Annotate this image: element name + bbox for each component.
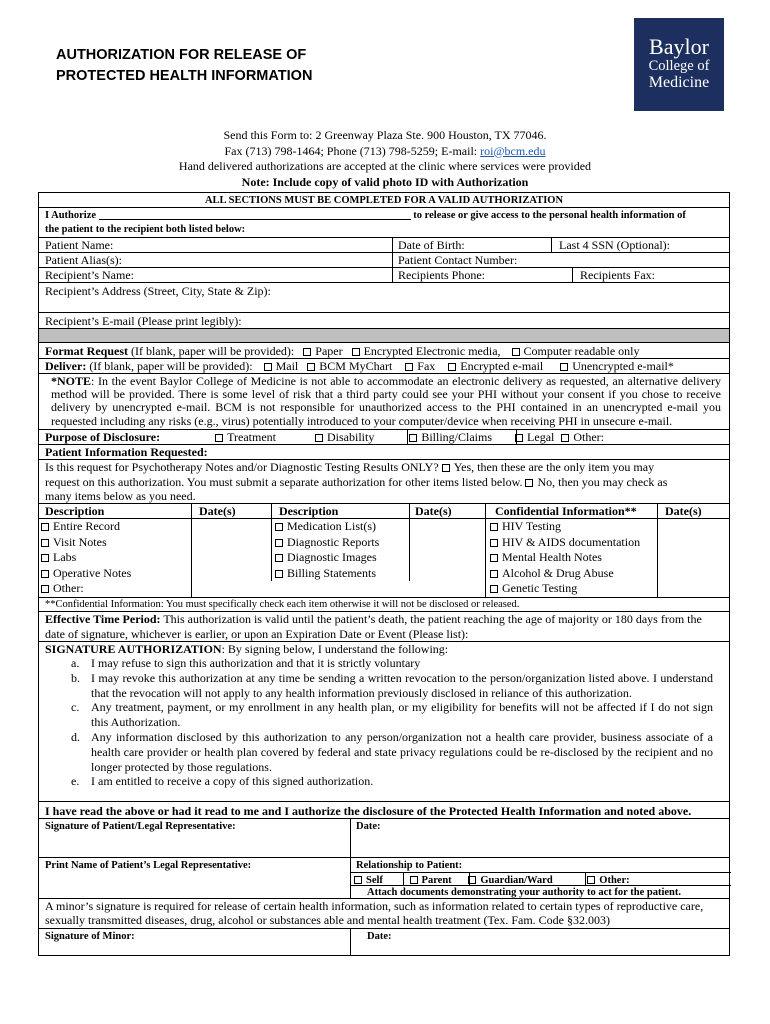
term-text: Any treatment, payment, or my enrollment in any health plan, or my eligibility for benefits will not be affected if I do not sign this Authorization. [91,700,713,730]
confidential-column [490,519,640,597]
note-label: *NOTE [51,374,92,388]
patient-name-field[interactable]: Patient Name: [45,238,114,252]
mental-health-label: Mental Health Notes [502,550,602,565]
operative-notes-label: Operative Notes [53,565,132,580]
psych-text-2: request on this authorization. You must submit a separate authorization for other items listed below. [45,474,526,489]
disability-label: Disability [327,430,375,444]
title-line-1: AUTHORIZATION FOR RELEASE OF [56,47,307,63]
print-name-field[interactable]: Print Name of Patient’s Legal Representative: [45,860,252,871]
fax-label: Fax [417,359,436,373]
divider [409,503,410,581]
entire-record-label: Entire Record [53,519,120,533]
divider [39,282,729,283]
reports-column [275,519,379,581]
paper-checkbox[interactable] [303,348,311,356]
parent-label: Parent [421,875,452,886]
hiv-aids-checkbox[interactable] [490,539,498,547]
divider [39,818,729,819]
authorize-line-2: the patient to the recipient both listed below: [45,224,246,235]
description-header-1: Description [45,504,105,518]
other-relationship-checkbox[interactable] [587,876,595,884]
description-header-2: Description [279,504,339,518]
psych-yes-label: Yes, then these are the only item you may [453,460,655,474]
treatment-checkbox[interactable] [215,434,223,442]
minor-signature-field[interactable]: Signature of Minor: [45,931,135,942]
item-labs[interactable] [41,550,131,566]
psych-no-checkbox[interactable] [525,479,533,487]
other-item-checkbox[interactable] [41,585,49,593]
document-title [56,45,312,87]
term-text: Any information disclosed by this authorization to any person/organization not a health care provider, business associate of a health care provider or health plan covered by federal and state privacy regulations could be re-disclosed by the recipient and no longer protected by those regulations. [91,729,713,774]
dates-header-1: Date(s) [199,504,236,518]
diagnostic-images-label: Diagnostic Images [287,550,377,565]
term-letter: d. [71,729,80,744]
authorize-line [45,209,686,223]
patient-contact-field[interactable]: Patient Contact Number: [398,253,518,267]
info-requested-heading: Patient Information Requested: [45,445,208,459]
photo-id-note: Note: Include copy of valid photo ID with Authorization [241,174,529,189]
legal-label: Legal [527,430,555,444]
psychotherapy-question [45,460,725,504]
genetic-testing-checkbox[interactable] [490,585,498,593]
note-text: : In the event Baylor College of Medicine is not able to accommodate an electronic delivery as requested, an alternative delivery method will be provided. There is some level of risk that a third party could see your PHI without your consent if you chose to receive delivery by unencrypted e-mail. BCM is not responsible for unauthorized access to the PHI contained in an unencrypted e-mail you requested including any risks (e.g., virus) potentially introduced to your computer/device when receiving PHI in unsecure e-mail. [51,374,721,428]
billing-claims-label: Billing/Claims [421,430,493,444]
hiv-testing-label: HIV Testing [502,519,562,533]
item-mental-health[interactable] [490,550,640,566]
title-line-2: PROTECTED HEALTH INFORMATION [56,68,313,84]
term-text: I may revoke this authorization at any time be sending a written revocation to the person/organization listed above. I understand that the revocation will not apply to any health information previously disclosed in reliance of this authorization. [91,670,713,700]
item-hiv-testing[interactable] [490,519,640,535]
entire-record-checkbox[interactable] [41,523,49,531]
operative-notes-checkbox[interactable] [41,570,49,578]
encrypted-media-checkbox[interactable] [352,348,360,356]
deliver-label: Deliver: [45,359,87,373]
divider [469,872,470,885]
diagnostic-images-checkbox[interactable] [275,554,283,562]
divider [392,237,393,282]
read-above-statement: I have read the above or had it read to me and I authorize the disclosure of the Protected Health Information and noted above. [45,804,692,818]
recipient-fax-field[interactable]: Recipients Fax: [580,268,655,282]
term-letter: c. [71,700,80,715]
other-purpose-label: Other: [573,430,605,444]
send-address: Send this Form to: 2 Greenway Plaza Ste. 900 Houston, TX 77046. [223,128,547,142]
effective-label: Effective Time Period: [45,612,161,626]
term-item [63,671,713,701]
item-visit-notes[interactable] [41,535,131,551]
fax-checkbox[interactable] [405,363,413,371]
psych-yes-checkbox[interactable] [442,464,450,472]
authorize-rest: to release or give access to the personal health information of [410,210,686,221]
effective-text: This authorization is valid until the patient’s death, the patient reaching the age of majority or 180 days from the date of signature, whichever is earlier, or upon an Expiration Date or Event (Please list): [45,612,702,641]
divider [39,801,729,802]
term-item [63,700,713,730]
divider [271,503,272,581]
divider [585,872,586,885]
genetic-testing-label: Genetic Testing [502,581,578,596]
psych-text-1: Is this request for Psychotherapy Notes and/or Diagnostic Testing Results ONLY? [45,460,442,474]
sig-auth-label: SIGNATURE AUTHORIZATION [45,642,222,656]
billing-claims-checkbox[interactable] [409,434,417,442]
send-contact-text: Fax (713) 798-1464; Phone (713) 798-5259; E-mail: [224,143,481,158]
format-request-row [45,344,640,358]
purpose-label: Purpose of Disclosure: [45,430,161,444]
divider [350,818,351,898]
divider [39,207,729,208]
confidential-note: **Confidential Information: You must specifically check each item otherwise it will not be disclosed or released. [45,599,520,610]
medication-list-label: Medication List(s) [287,519,376,533]
billing-statements-label: Billing Statements [287,565,376,580]
other-item-label: Other: [53,581,84,596]
term-text: I may refuse to sign this authorization and that it is strictly voluntary [91,656,421,670]
diagnostic-reports-checkbox[interactable] [275,539,283,547]
item-medication-list[interactable] [275,519,379,535]
date-field-1[interactable]: Date: [356,821,381,832]
term-item [63,774,713,789]
signature-terms-list [63,656,713,789]
item-genetic-testing[interactable] [490,581,640,597]
psych-no-label: No, then you may check as [537,474,668,489]
authorization-form [38,192,730,956]
grey-separator [39,329,729,342]
item-operative-notes[interactable] [41,566,131,582]
other-relationship-label: Other: [599,875,630,886]
term-letter: a. [71,656,80,670]
patient-alias-field[interactable]: Patient Alias(s): [45,253,122,267]
item-other[interactable] [41,581,131,597]
dates-header-2: Date(s) [415,504,452,518]
term-letter: e. [71,774,80,789]
encrypted-media-label: Encrypted Electronic media, [363,344,501,358]
divider [350,872,731,873]
baylor-logo [634,18,724,111]
effective-period [45,612,721,641]
diagnostic-reports-label: Diagnostic Reports [287,534,380,549]
purpose-row [45,430,604,444]
format-hint: (If blank, paper will be provided): [127,344,298,358]
recipient-name-field[interactable]: Recipient’s Name: [45,268,134,282]
authorize-entity-field[interactable] [99,219,411,220]
computer-readable-label: Computer readable only [523,344,640,358]
labs-label: Labs [53,550,77,565]
item-diagnostic-images[interactable] [275,550,379,566]
dob-field[interactable]: Date of Birth: [398,238,465,252]
visit-notes-label: Visit Notes [53,534,107,549]
delivery-note [51,375,721,428]
term-item [63,730,713,774]
alcohol-drug-label: Alcohol & Drug Abuse [502,565,614,580]
attach-docs-note: Attach documents demonstrating your authority to act for the patient. [367,887,682,898]
all-sections-heading: ALL SECTIONS MUST BE COMPLETED FOR A VALID AUTHORIZATION [204,195,564,206]
date-field-2[interactable]: Date: [367,931,392,942]
item-hiv-aids-docs[interactable] [490,535,640,551]
treatment-label: Treatment [227,430,276,444]
computer-readable-checkbox[interactable] [512,348,520,356]
item-billing-statements[interactable] [275,566,379,582]
item-diagnostic-reports[interactable] [275,535,379,551]
logo-line-1: Baylor [649,34,709,59]
deliver-row [45,359,674,373]
encrypted-email-label: Encrypted e-mail [460,359,544,373]
ssn-field[interactable]: Last 4 SSN (Optional): [559,238,670,252]
unencrypted-email-checkbox[interactable] [560,363,568,371]
term-letter: b. [71,670,80,685]
send-contact [0,144,770,160]
self-checkbox[interactable] [354,876,362,884]
divider [39,928,729,929]
medication-list-checkbox[interactable] [275,523,283,531]
i-authorize-label: I Authorize [45,210,97,221]
visit-notes-checkbox[interactable] [41,539,49,547]
other-purpose-checkbox[interactable] [561,434,569,442]
hiv-aids-label: HIV & AIDS documentation [502,534,641,549]
mail-label: Mail [275,359,299,373]
encrypted-email-checkbox[interactable] [448,363,456,371]
term-text: I am entitled to receive a copy of this signed authorization. [91,774,374,789]
guardian-label: Guardian/Ward [480,875,553,886]
item-entire-record[interactable] [41,519,131,535]
divider [39,252,729,253]
relationship-label: Relationship to Patient: [356,860,463,871]
item-alcohol-drug[interactable] [490,566,640,582]
records-column [41,519,131,597]
divider [551,237,552,252]
divider [39,312,729,313]
divider [572,267,573,282]
logo-line-3: Medicine [648,74,710,91]
patient-signature-field[interactable]: Signature of Patient/Legal Representative: [45,821,236,832]
parent-checkbox[interactable] [410,876,418,884]
hiv-testing-checkbox[interactable] [490,523,498,531]
paper-label: Paper [315,344,343,358]
recipient-address-field[interactable]: Recipient’s Address (Street, City, State & Zip): [45,284,271,298]
term-item [63,656,713,671]
mychart-label: BCM MyChart [319,359,393,373]
divider [407,429,408,444]
format-request-label: Format Request [45,344,128,358]
divider [39,342,729,343]
mail-checkbox[interactable] [264,363,272,371]
sig-auth-text: : By signing below, I understand the following: [221,642,449,656]
mental-health-checkbox[interactable] [490,554,498,562]
billing-statements-checkbox[interactable] [275,570,283,578]
disability-checkbox[interactable] [315,434,323,442]
minor-notice: A minor’s signature is required for release of certain health information, such as information related to certain types of reproductive care, sexually transmitted diseases, drug, alcohol or substances able and mental health treatment (Tex. Fam. Code §32.003) [45,899,704,927]
signature-authorization-heading [45,642,448,656]
hand-delivered-note: Hand delivered authorizations are accepted at the clinic where services were provided [178,159,592,173]
mychart-checkbox[interactable] [307,363,315,371]
logo-line-2: College of [648,58,710,74]
deliver-hint: (If blank, paper will be provided): [86,359,253,373]
labs-checkbox[interactable] [41,554,49,562]
divider [39,857,729,858]
alcohol-drug-checkbox[interactable] [490,570,498,578]
psych-text-3: many items below as you need. [45,489,196,503]
email-link[interactable]: roi@bcm.edu [480,143,546,158]
dates-header-3: Date(s) [665,504,702,518]
recipient-phone-field[interactable]: Recipients Phone: [398,268,485,282]
divider [350,928,351,956]
self-label: Self [366,875,383,886]
divider [516,429,517,444]
unencrypted-email-label: Unencrypted e-mail* [572,359,674,373]
confidential-header: Confidential Information** [495,504,637,518]
divider [403,872,404,885]
recipient-email-field[interactable]: Recipient’s E-mail (Please print legibly): [45,314,242,328]
